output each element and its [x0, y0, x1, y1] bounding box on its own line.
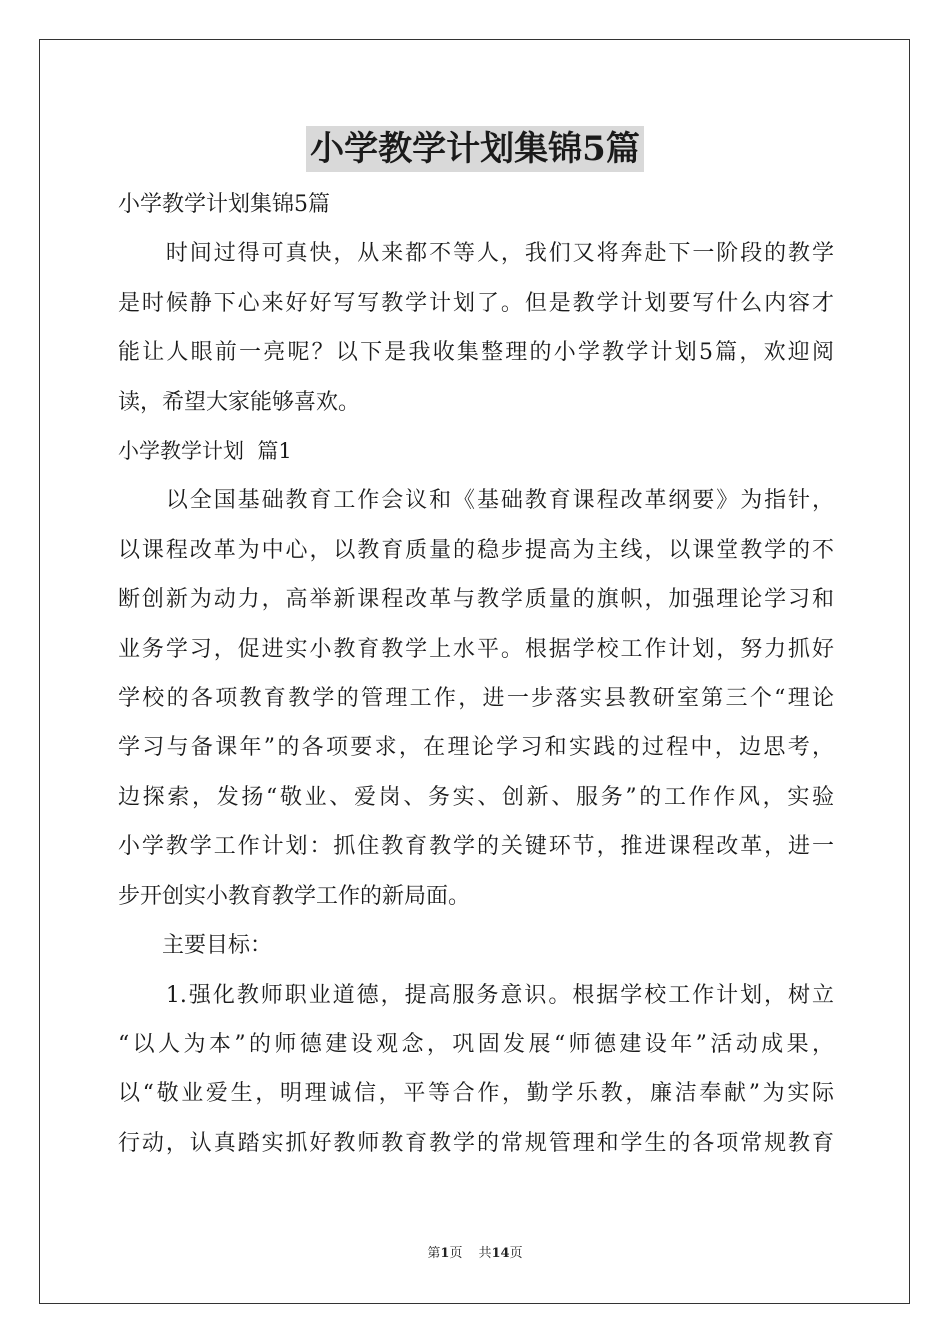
document-subtitle: 小学教学计划集锦5篇	[118, 192, 330, 217]
intro-line: 时间过得可真快，从来都不等人，我们又将奔赴下一阶段的教学	[118, 241, 834, 267]
goal-line: 以“敬业爱生，明理诚信，平等合作，勤学乐教，廉洁奉献”为实际	[118, 1081, 834, 1107]
total-page-count: 14	[491, 1246, 510, 1261]
page-prefix: 第	[427, 1246, 441, 1261]
paragraph-line: 小学教学工作计划：抓住教育教学的关键环节，推进课程改革，进一	[118, 834, 834, 860]
total-prefix: 共	[478, 1246, 492, 1261]
intro-paragraph	[118, 229, 834, 427]
page-suffix: 页	[449, 1246, 463, 1261]
section-paragraph	[118, 476, 834, 921]
paragraph-line: 以课程改革为中心，以教育质量的稳步提高为主线，以课堂教学的不	[118, 537, 834, 563]
goals-heading: 主要目标：	[118, 933, 273, 959]
section-heading: 小学教学计划 篇1	[118, 439, 292, 464]
paragraph-line: 业务学习，促进实小教育教学上水平。根据学校工作计划，努力抓好	[118, 636, 834, 662]
total-suffix: 页	[509, 1246, 523, 1261]
current-page-number: 1	[440, 1246, 450, 1261]
goal-line: 1.强化教师职业道德，提高服务意识。根据学校工作计划，树立	[118, 982, 834, 1008]
goal-paragraph	[118, 971, 834, 1169]
paragraph-line: 学习与备课年”的各项要求，在理论学习和实践的过程中，边思考，	[118, 735, 834, 761]
paragraph-line: 步开创实小教育教学工作的新局面。	[118, 883, 471, 909]
intro-line: 能让人眼前一亮呢？以下是我收集整理的小学教学计划5篇，欢迎阅	[118, 340, 834, 366]
intro-line: 是时候静下心来好好写写教学计划了。但是教学计划要写什么内容才	[118, 290, 834, 316]
paragraph-line: 边探索，发扬“敬业、爱岗、务实、创新、服务”的工作作风，实验	[118, 784, 834, 810]
paragraph-line: 断创新为动力，高举新课程改革与教学质量的旗帜，加强理论学习和	[118, 587, 834, 613]
document-title	[0, 126, 950, 172]
intro-line: 读，希望大家能够喜欢。	[118, 389, 361, 415]
paragraph-line: 学校的各项教育教学的管理工作，进一步落实县教研室第三个“理论	[118, 686, 834, 712]
document-body	[118, 180, 834, 1168]
document-title-text: 小学教学计划集锦5篇	[306, 126, 644, 172]
page-footer	[0, 1242, 950, 1261]
goal-line: “以人为本”的师德建设观念，巩固发展“师德建设年”活动成果，	[118, 1031, 834, 1057]
paragraph-line: 以全国基础教育工作会议和《基础教育课程改革纲要》为指针，	[118, 488, 834, 514]
goal-line: 行动，认真踏实抓好教师教育教学的常规管理和学生的各项常规教育	[118, 1130, 834, 1156]
